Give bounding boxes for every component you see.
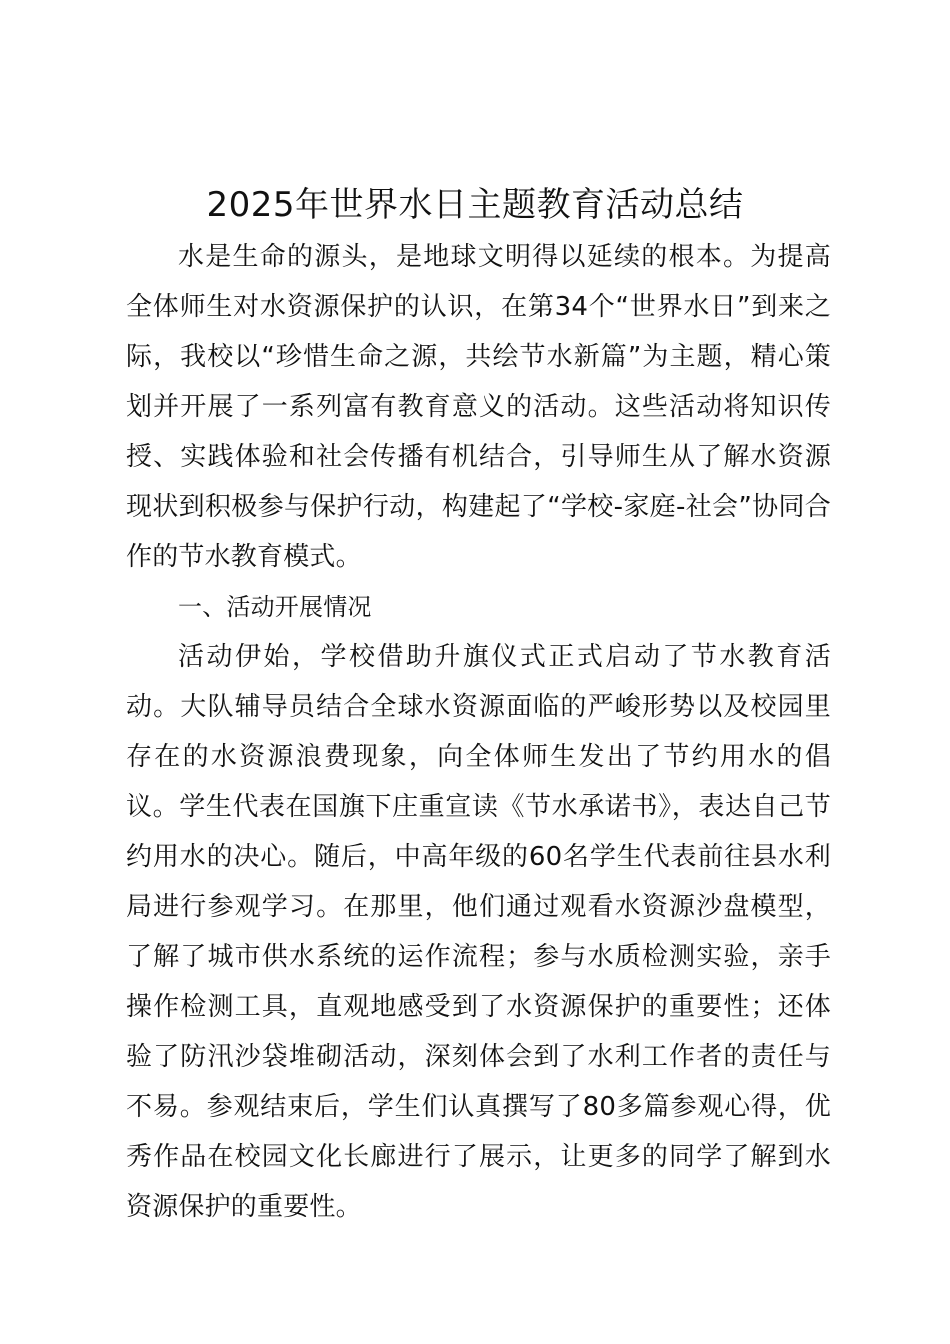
document-title: 2025年世界水日主题教育活动总结 — [206, 185, 744, 225]
section-body — [126, 632, 831, 1232]
section-heading-container — [126, 582, 831, 632]
section-paragraph: 活动伊始，学校借助升旗仪式正式启动了节水教育活动。大队辅导员结合全球水资源面临的严峻形势以及校园里存在的水资源浪费现象，向全体师生发出了节约用水的倡议。学生代表在国旗下庄重宣读《节水承诺书》，表达自己节约用水的决心。随后，中高年级的60名学生代表前往县水利局进行参观学习。在那里，他们通过观看水资源沙盘模型，了解了城市供水系统的运作流程；参与水质检测实验，亲手操作检测工具，直观地感受到了水资源保护的重要性；还体验了防汛沙袋堆砌活动，深刻体会到了水利工作者的责任与不易。参观结束后，学生们认真撰写了80多篇参观心得，优秀作品在校园文化长廊进行了展示，让更多的同学了解到水资源保护的重要性。 — [126, 642, 831, 1222]
intro-paragraph: 水是生命的源头，是地球文明得以延续的根本。为提高全体师生对水资源保护的认识，在第34个“世界水日”到来之际，我校以“珍惜生命之源，共绘节水新篇”为主题，精心策划并开展了一系列富有教育意义的活动。这些活动将知识传授、实践体验和社会传播有机结合，引导师生从了解水资源现状到积极参与保护行动，构建起了“学校-家庭-社会”协同合作的节水教育模式。 — [126, 242, 831, 572]
intro-section — [126, 232, 831, 582]
section-heading: 一、活动开展情况 — [178, 593, 372, 621]
